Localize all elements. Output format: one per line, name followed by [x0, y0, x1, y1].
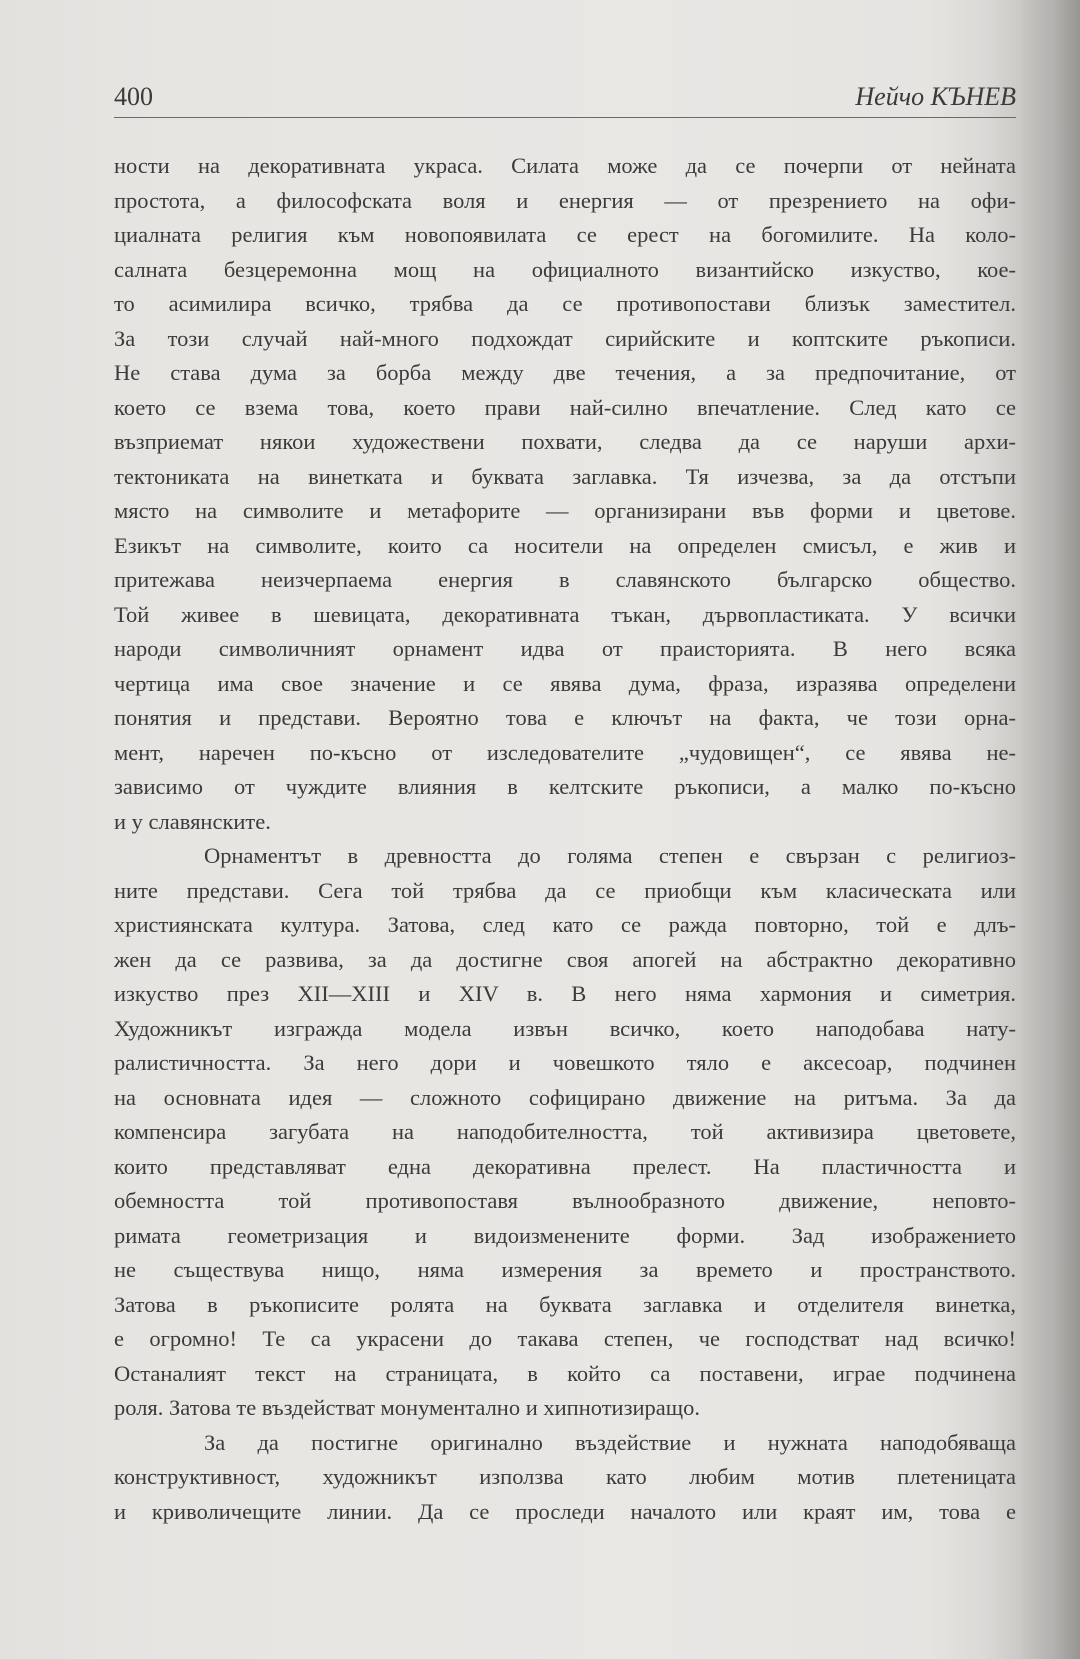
text-line: ности на декоративната украса. Силата може да се почерпи от нейната	[114, 153, 1016, 178]
text-line: Художникът изгражда модела извън всичко, което наподобава нату-	[114, 1015, 1016, 1041]
text-line: Затова в ръкописите ролята на буквата заглавка и отделителя винетка,	[114, 1291, 1016, 1317]
text-line: ралистичността. За него дори и човешкото тяло е аксесоар, подчинен	[114, 1050, 1016, 1075]
text-line: понятия и представи. Вероятно това е ключът на факта, че този орна-	[114, 705, 1016, 730]
text-line: жен да се развива, за да достигне своя апогей на абстрактно декоративно	[114, 946, 1016, 972]
text-line: роля. Затова те въздействат монументално и хипнотизиращо.	[114, 1395, 700, 1420]
text-line: Той живее в шевицата, декоративната тъкан, дървопластиката. У всички	[114, 601, 1016, 627]
text-line: християнската култура. Затова, след като се ражда повторно, той е длъ-	[114, 912, 1016, 937]
text-line: които представляват една декоративна прелест. На пластичността и	[114, 1153, 1016, 1179]
text-line: мент, наречен по-късно от изследователите „чудовищен“, се явява не-	[114, 739, 1016, 765]
text-line: Орнаментът в древността до голяма степен е свързан с религиоз-	[204, 843, 1016, 868]
text-line: чертица има свое значение и се явява дума, фраза, изразява определени	[114, 670, 1016, 696]
text-line: на основната идея — сложното софицирано движение на ритъма. За да	[114, 1084, 1016, 1110]
text-line: зависимо от чуждите влияния в келтските ръкописи, а малко по-късно	[114, 774, 1016, 799]
text-line: ните представи. Сега той трябва да се приобщи към класическата или	[114, 877, 1016, 903]
text-line: компенсира загубата на наподобителността, той активизира цветовете,	[114, 1119, 1016, 1144]
running-head-author: Нейчо КЪНЕВ	[855, 82, 1016, 111]
text-line: изкуство през XII—XIII и XIV в. В него няма хармония и симетрия.	[114, 981, 1016, 1006]
header-rule	[114, 117, 1016, 118]
page-number: 400	[114, 82, 153, 111]
text-line: и у славянските.	[114, 808, 271, 834]
text-line: което се взема това, което прави най-силно впечатление. След като се	[114, 394, 1016, 420]
text-line: римата геометризация и видоизменените форми. Зад изображението	[114, 1222, 1016, 1248]
page-edge-shadow	[1020, 0, 1080, 1659]
running-head	[114, 82, 1016, 116]
text-line: За този случай най-много подхождат сирийските и коптските ръкописи.	[114, 325, 1016, 351]
body-text	[114, 149, 1016, 1529]
text-line: възприемат някои художествени похвати, следва да се наруши архи-	[114, 429, 1016, 454]
text-line: място на символите и метафорите — организирани във форми и цветове.	[114, 498, 1016, 523]
text-line: Езикът на символите, които са носители на определен смисъл, е жив и	[114, 532, 1016, 558]
text-line: народи символичният орнамент идва от праисторията. В него всяка	[114, 636, 1016, 661]
text-line: Не става дума за борба между две течения, а за предпочитание, от	[114, 360, 1016, 385]
text-line: обемността той противопоставя вълнообразното движение, неповто-	[114, 1188, 1016, 1213]
text-line: е огромно! Те са украсени до такава степен, че господстват над всичко!	[114, 1326, 1016, 1351]
text-line: Останалият текст на страницата, в който са поставени, играе подчинена	[114, 1360, 1016, 1386]
text-line: салната безцеремонна мощ на официалното византийско изкуство, кое-	[114, 256, 1016, 282]
text-line: и криволичещите линии. Да се проследи началото или краят им, това е	[114, 1498, 1016, 1524]
text-line: конструктивност, художникът използва като любим мотив плетеницата	[114, 1464, 1016, 1489]
text-line: то асимилира всичко, трябва да се противопостави близък заместител.	[114, 291, 1016, 316]
text-line: простота, а философската воля и енергия — от презрението на офи-	[114, 187, 1016, 213]
text-line: тектониката на винетката и буквата заглавка. Тя изчезва, за да отстъпи	[114, 463, 1016, 489]
text-line: За да постигне оригинално въздействие и нужната наподобяваща	[204, 1429, 1016, 1455]
text-line: притежава неизчерпаема енергия в славянското българско общество.	[114, 567, 1016, 592]
text-line: не съществува нищо, няма измерения за времето и пространството.	[114, 1257, 1016, 1282]
text-line: циалната религия към новопоявилата се ерест на богомилите. На коло-	[114, 222, 1016, 247]
